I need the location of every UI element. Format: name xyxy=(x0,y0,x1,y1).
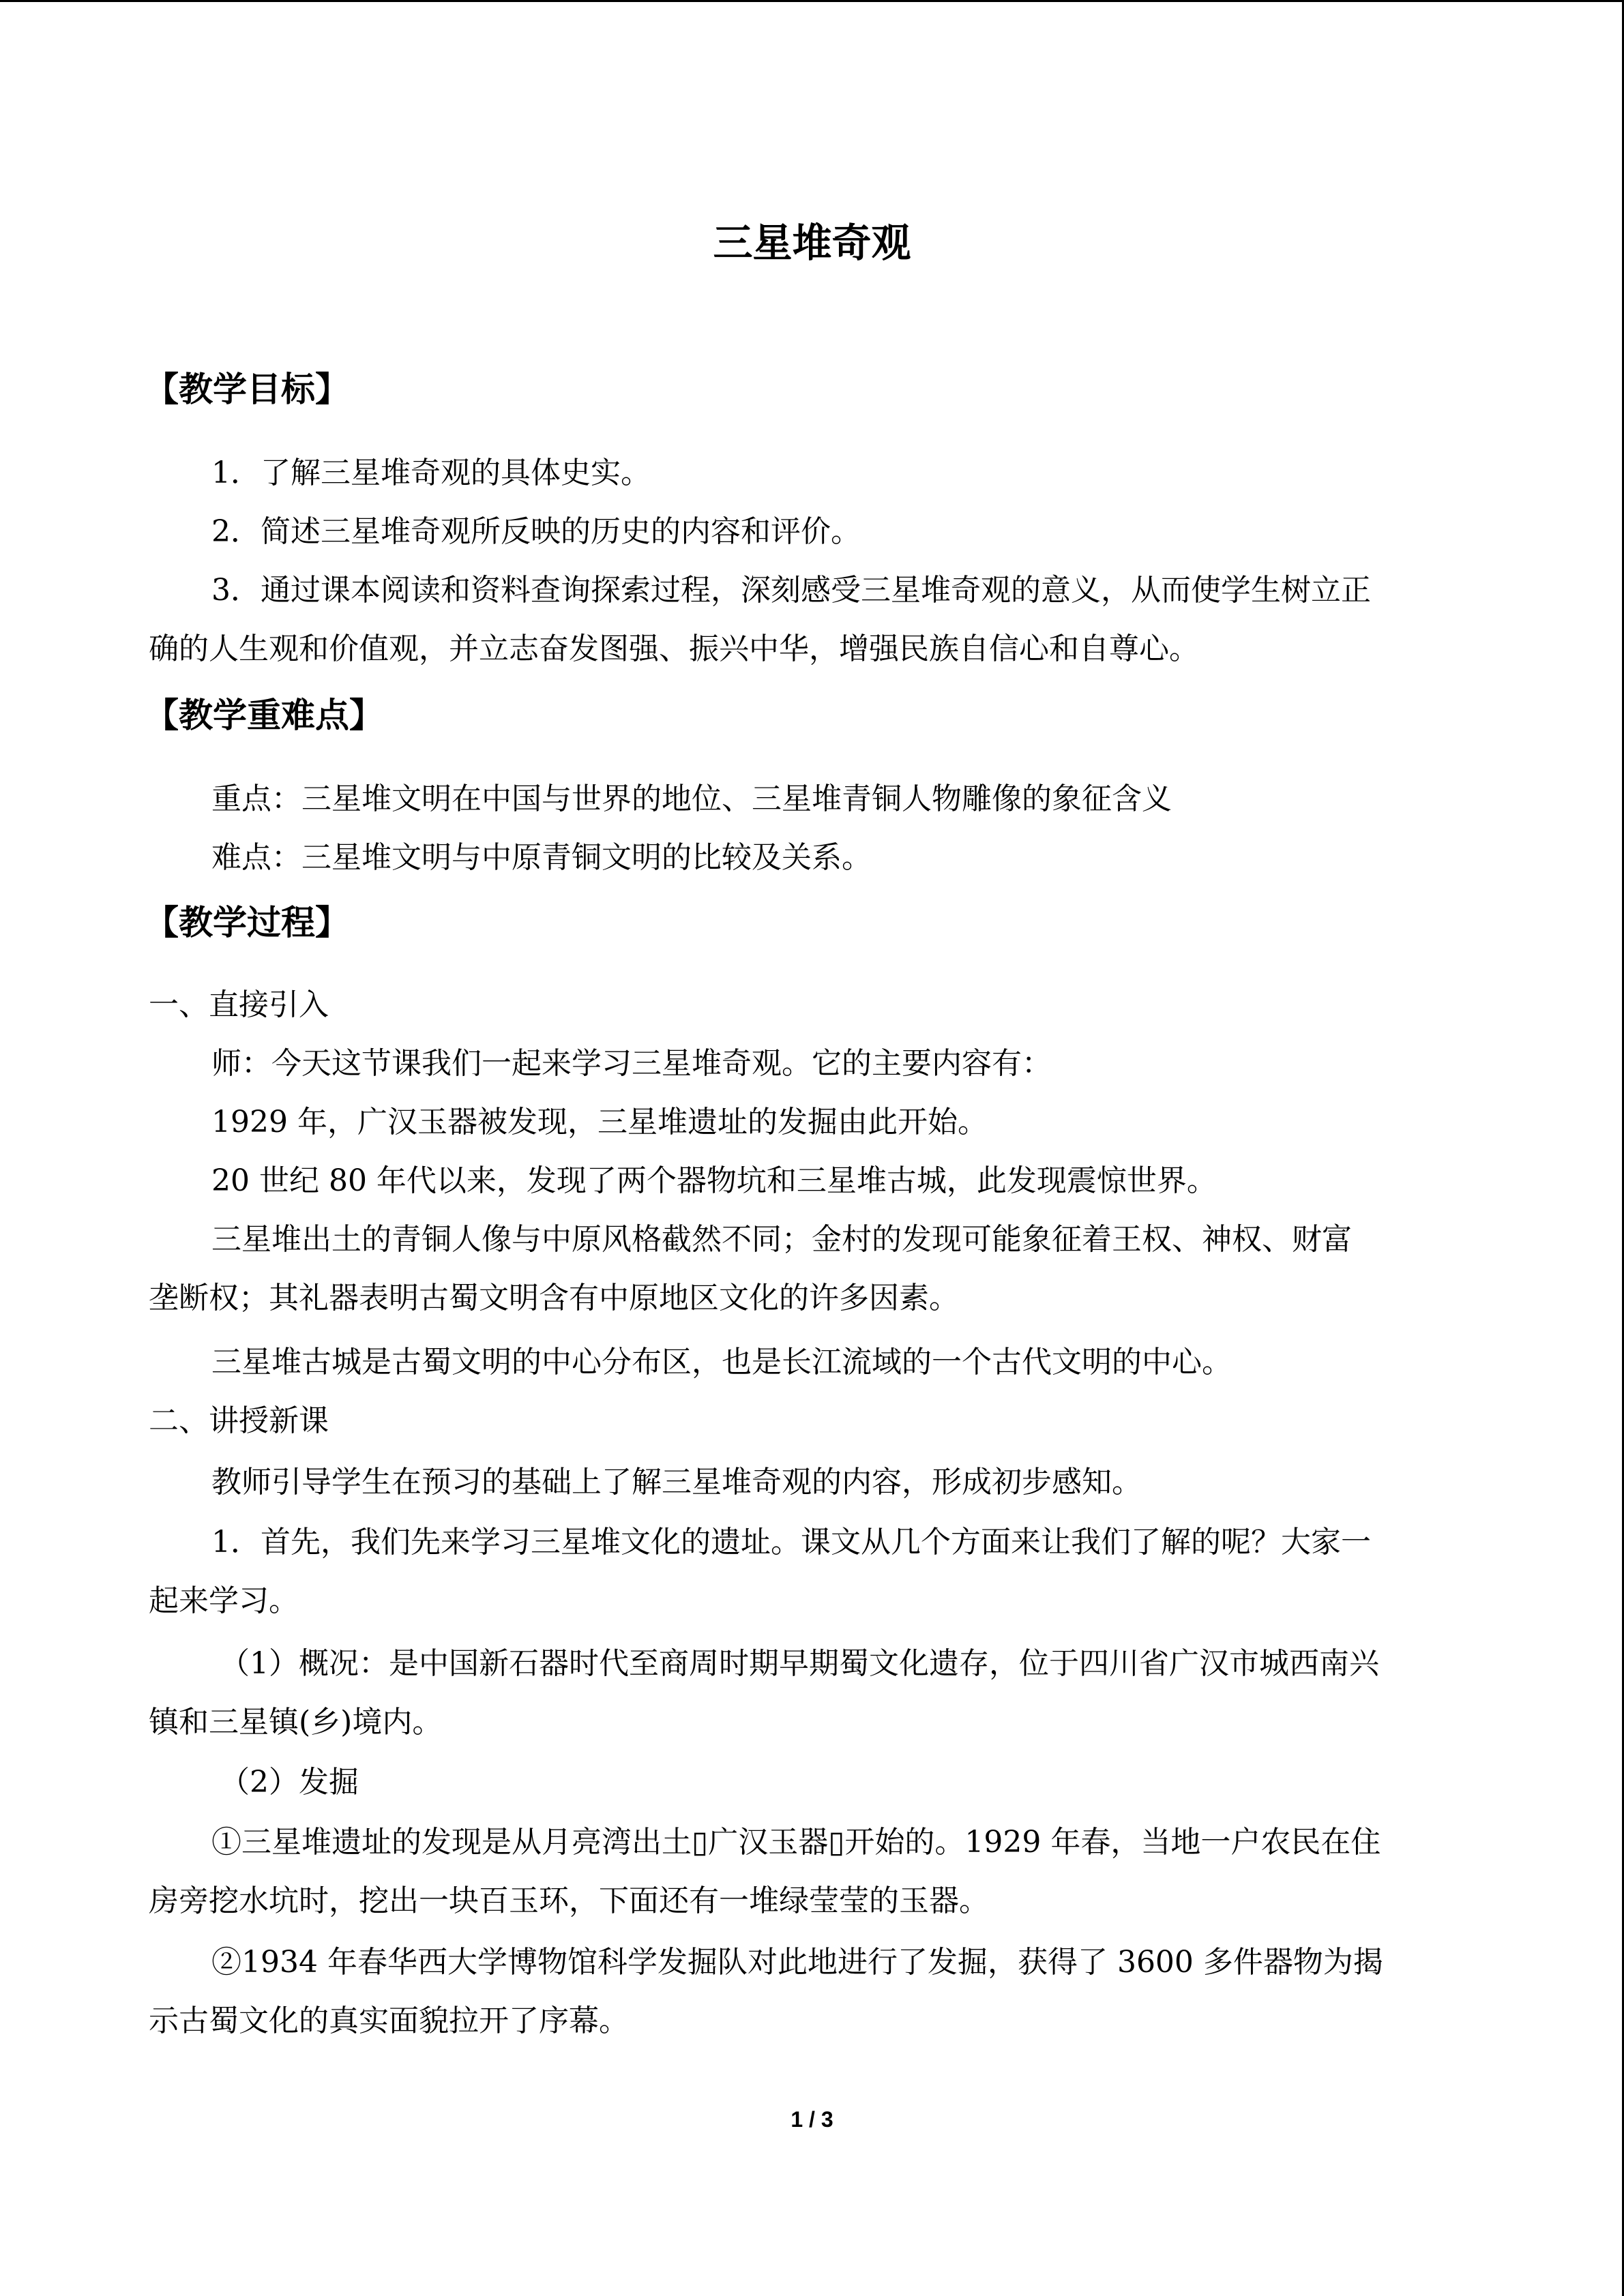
goal-item: 1．了解三星堆奇观的具体史实。 xyxy=(211,456,651,490)
section-heading-goals: 【教学目标】 xyxy=(145,369,349,409)
process-line: 1929 年，广汉玉器被发现，三星堆遗址的发掘由此开始。 xyxy=(211,1105,988,1139)
focus-item-key: 重点：三星堆文明在中国与世界的地位、三星堆青铜人物雕像的象征含义 xyxy=(211,781,1172,816)
goal-item: 2．简述三星堆奇观所反映的历史的内容和评价。 xyxy=(211,514,861,549)
process-subheading-new-lesson: 二、讲授新课 xyxy=(149,1403,329,1438)
process-line-continuation: 示古蜀文化的真实面貌拉开了序幕。 xyxy=(149,2003,629,2038)
process-line-continuation: 镇和三星镇(乡)境内。 xyxy=(149,1705,443,1740)
page-number: 1 / 3 xyxy=(791,2107,833,2132)
section-heading-process: 【教学过程】 xyxy=(145,902,349,942)
goal-item-continuation: 确的人生观和价值观，并立志奋发图强、振兴中华，增强民族自信心和自尊心。 xyxy=(149,631,1199,666)
process-line-continuation: 垄断权；其礼器表明古蜀文明含有中原地区文化的许多因素。 xyxy=(149,1281,959,1315)
process-line: 20 世纪 80 年代以来，发现了两个器物坑和三星堆古城，此发现震惊世界。 xyxy=(211,1163,1217,1198)
process-line: 教师引导学生在预习的基础上了解三星堆奇观的内容，形成初步感知。 xyxy=(211,1465,1142,1500)
process-line: 师：今天这节课我们一起来学习三星堆奇观。它的主要内容有： xyxy=(211,1046,1052,1081)
process-line: （1）概况：是中国新石器时代至商周时期早期蜀文化遗存，位于四川省广汉市城西南兴 xyxy=(220,1646,1379,1681)
process-line: 三星堆出土的青铜人像与中原风格截然不同；金村的发现可能象征着王权、神权、财富 xyxy=(211,1222,1352,1257)
process-line: 1．首先，我们先来学习三星堆文化的遗址。课文从几个方面来让我们了解的呢？大家一 xyxy=(211,1525,1371,1560)
process-line: ①三星堆遗址的发现是从月亮湾出土▯广汉玉器▯开始的。1929 年春，当地一户农民在住 xyxy=(211,1825,1381,1860)
page-title: 三星堆奇观 xyxy=(713,220,911,266)
focus-item-difficulty: 难点：三星堆文明与中原青铜文明的比较及关系。 xyxy=(211,840,872,875)
process-line-continuation: 房旁挖水坑时，挖出一块百玉环，下面还有一堆绿莹莹的玉器。 xyxy=(149,1883,989,1918)
goal-item: 3．通过课本阅读和资料查询探索过程，深刻感受三星堆奇观的意义，从而使学生树立正 xyxy=(211,573,1371,608)
process-line: 三星堆古城是古蜀文明的中心分布区，也是长江流域的一个古代文明的中心。 xyxy=(211,1345,1232,1380)
process-line: ②1934 年春华西大学博物馆科学发掘队对此地进行了发掘，获得了 3600 多件器物为揭 xyxy=(211,1945,1383,1980)
process-subheading-intro: 一、直接引入 xyxy=(149,987,329,1022)
section-heading-focus: 【教学重难点】 xyxy=(145,695,383,735)
process-line-continuation: 起来学习。 xyxy=(149,1583,299,1618)
process-line: （2）发掘 xyxy=(220,1765,359,1800)
